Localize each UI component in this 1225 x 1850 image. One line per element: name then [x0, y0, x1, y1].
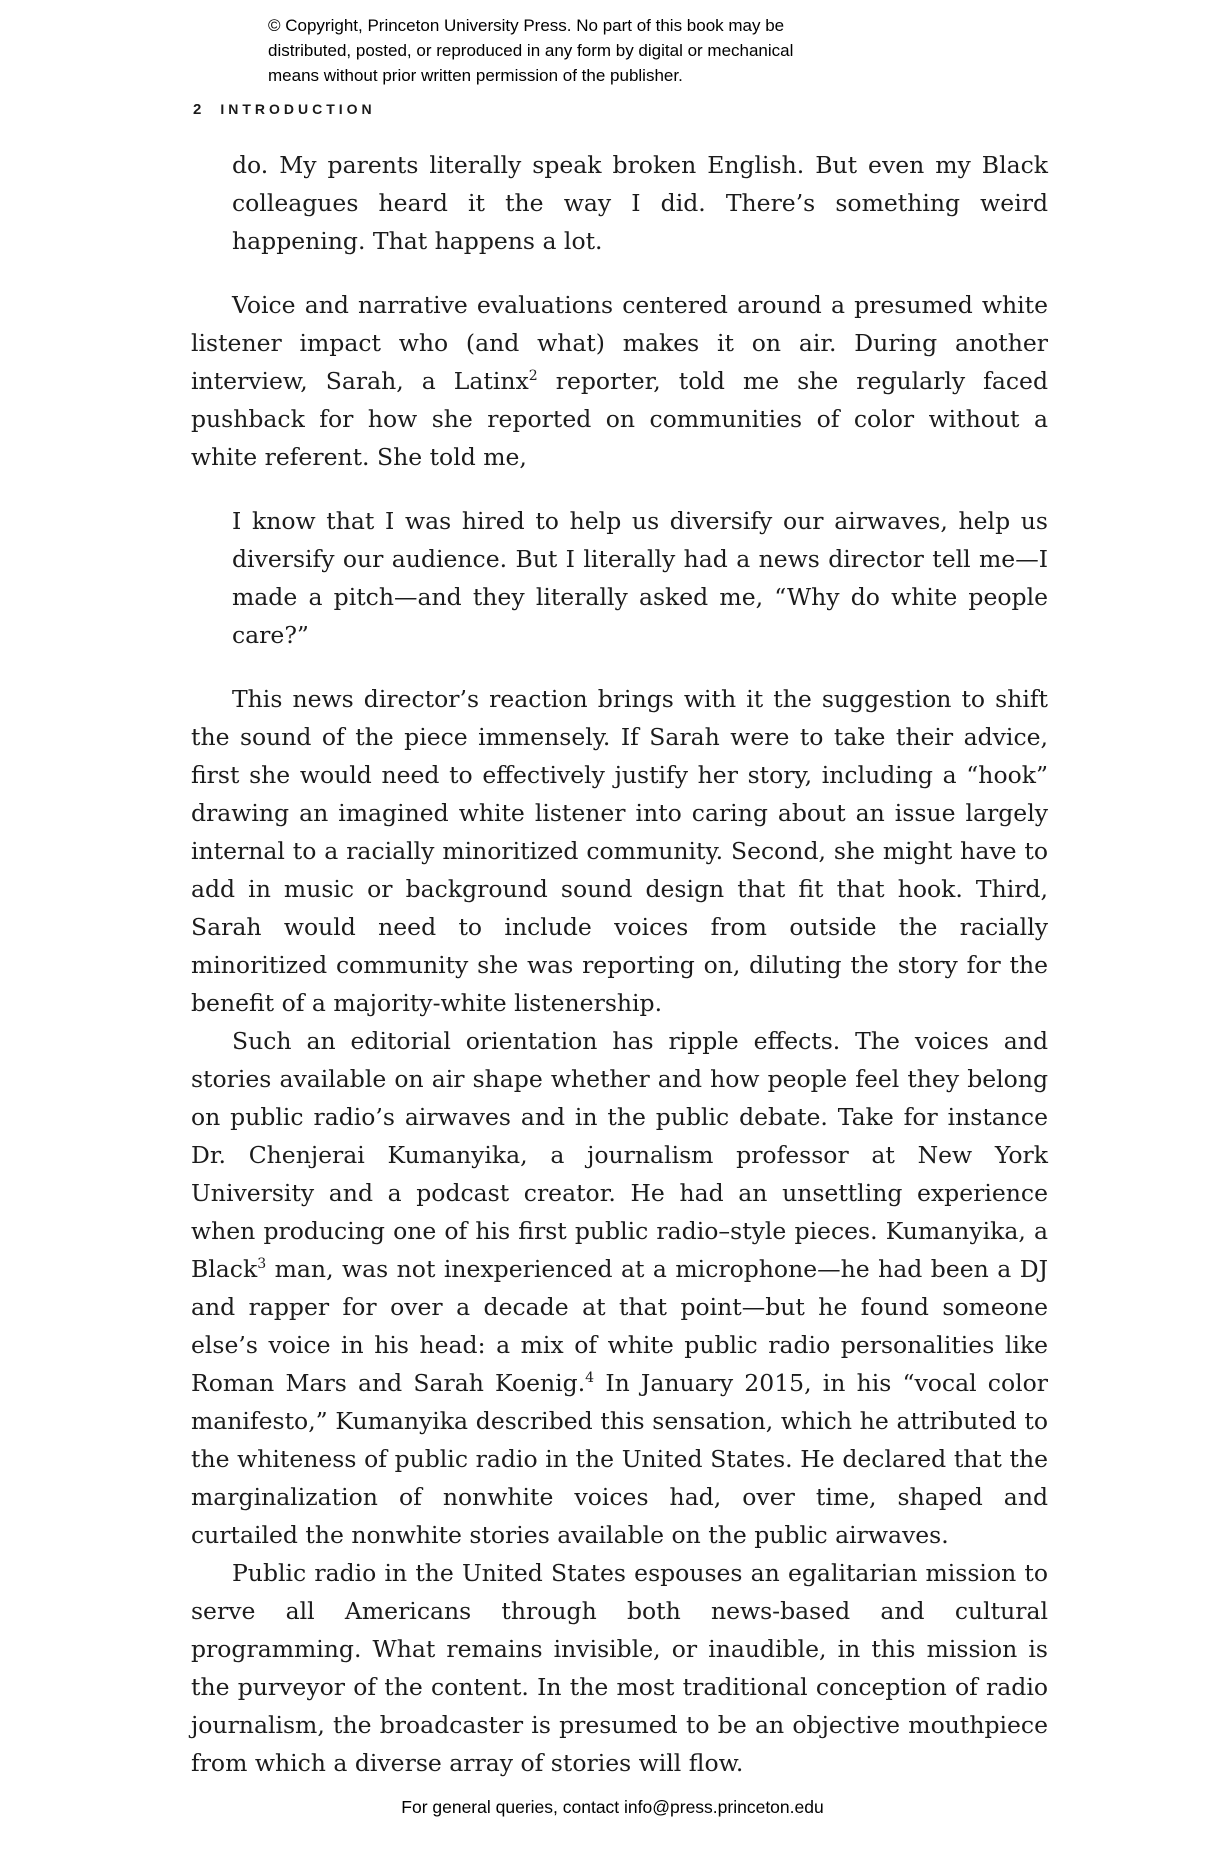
- paragraph: Voice and narrative evaluations centered around a presumed white listener impact who (and what) makes it on air. During another interview, Sarah, a Latinx$^2$ reporter, told me she regularly faced pushback for how she reported on communities of color without a white referent. She told me,: [191, 291, 1048, 471]
- quote-block: do. My parents literally speak broken English. But even my Black colleagues heard it the way I did. There’s something weird happening. That happens a lot.: [232, 151, 1048, 255]
- paragraph: Public radio in the United States espouses an egalitarian mission to serve all Americans through both news-based and cultural programming. What remains invisible, or inaudible, in this mission is the purveyor of the content. In the most traditional conception of radio journalism, the broadcaster is presumed to be an objective mouthpiece from which a diverse array of stories will flow.: [191, 1559, 1048, 1777]
- footer-query-line: For general queries, contact info@press.princeton.edu: [401, 1797, 824, 1817]
- footnote-ref: 3: [257, 1256, 267, 1273]
- body-text: [191, 146, 1048, 1782]
- copyright-line-3: means without prior written permission of the publisher.: [268, 66, 683, 85]
- quote-block: I know that I was hired to help us diversify our airwaves, help us diversify our audience. But I literally had a news director tell me—I made a pitch—and they literally asked me, “Why do white people care?”: [232, 507, 1048, 649]
- copyright-line-2: distributed, posted, or reproduced in any form by digital or mechanical: [268, 41, 794, 60]
- copyright-notice: [268, 13, 793, 88]
- paragraph: Such an editorial orientation has ripple effects. The voices and stories available on air shape whether and how people feel they belong on public radio’s airwaves and in the public debate. Take for instance Dr. Chenjerai Kumanyika, a journalism professor at New York University and a podcast creator. He had an unsettling experience when producing one of his first public radio–style pieces. Kumanyika, a Black$^3$ man, was not inexperienced at a microphone—he had been a DJ and rapper for over a decade at that point—but he found someone else’s voice in his head: a mix of white public radio personalities like Roman Mars and Sarah Koenig.$^4$ In January 2015, in his “vocal color manifesto,” Kumanyika described this sensation, which he attributed to the whiteness of public radio in the United States. He declared that the marginalization of nonwhite voices had, over time, shaped and curtailed the nonwhite stories available on the public airwaves.: [191, 1027, 1048, 1549]
- running-header: [193, 101, 376, 119]
- copyright-line-1: © Copyright, Princeton University Press. No part of this book may be: [268, 16, 785, 35]
- footnote-ref: 4: [585, 1370, 595, 1387]
- footnote-ref: 2: [528, 368, 538, 385]
- chapter-title: INTRODUCTION: [220, 101, 376, 117]
- page-number: 2: [193, 101, 203, 118]
- paragraph: This news director’s reaction brings with it the suggestion to shift the sound of the piece immensely. If Sarah were to take their advice, first she would need to effectively justify her story, including a “hook” drawing an imagined white listener into caring about an issue largely internal to a racially minoritized community. Second, she might have to add in music or background sound design that fit that hook. Third, Sarah would need to include voices from outside the racially minoritized community she was reporting on, diluting the story for the benefit of a majority-white listenership.: [191, 685, 1048, 1017]
